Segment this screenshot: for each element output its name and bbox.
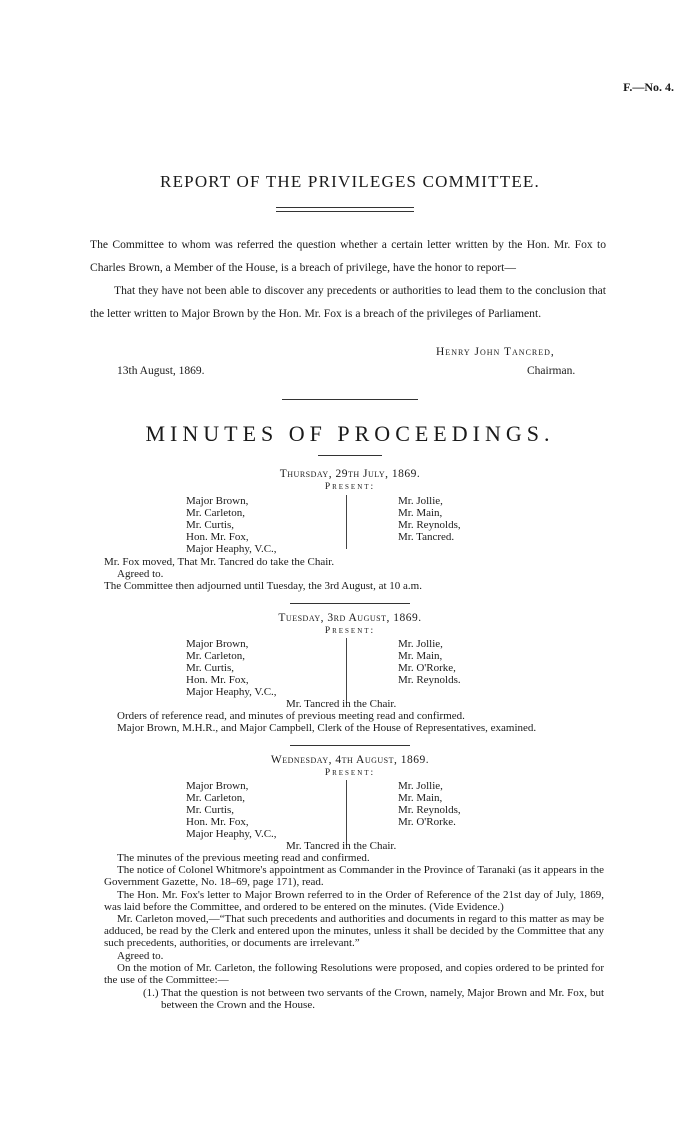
member: Hon. Mr. Fox, xyxy=(186,674,249,686)
minute-line: Orders of reference read, and minutes of previous meeting read and confirmed. xyxy=(117,710,465,722)
minute-paragraph: On the motion of Mr. Carleton, the following Resolutions were proposed, and copies ordered to be printed for the use of the Committee:— xyxy=(104,962,604,987)
present-label: Present: xyxy=(324,482,376,492)
signer-name: Henry John Tancred, xyxy=(436,346,555,358)
member: Major Brown, xyxy=(186,780,249,792)
meeting-date: Thursday, 29th July, 1869. xyxy=(279,468,421,480)
report-paragraph: That they have not been able to discover any precedents or authorities to lead them to the conclusion that the letter written to Major Brown by the Hon. Mr. Fox is a breach of the privileges of Parliament. xyxy=(90,284,606,320)
members-right xyxy=(398,495,461,543)
minute-paragraph: The Hon. Mr. Fox's letter to Major Brown referred to in the Order of Reference of the 21st day of July, 1869, was laid before the Committee, and ordered to be entered on the minutes. (Vide Evidence.) xyxy=(104,889,604,914)
section-divider xyxy=(318,455,382,456)
members-right xyxy=(398,638,461,686)
meeting-date: Tuesday, 3rd August, 1869. xyxy=(278,612,422,624)
report-title: REPORT OF THE PRIVILEGES COMMITTEE. xyxy=(160,172,540,191)
report-paragraph: The Committee to whom was referred the question whether a certain letter written by the Hon. Mr. Fox to Charles Brown, a Member of the House, is a breach of privilege, have the honor to report— xyxy=(90,238,606,274)
minute-paragraph: The notice of Colonel Whitmore's appointment as Commander in the Province of Taranaki (as it appears in the Government Gazette, No. 18–69, page 171), read. xyxy=(104,864,604,889)
report-date: 13th August, 1869. xyxy=(117,365,205,377)
title-divider xyxy=(276,211,414,212)
meeting-date: Wednesday, 4th August, 1869. xyxy=(270,754,430,766)
member: Major Brown, xyxy=(186,495,249,507)
member: Mr. Reynolds. xyxy=(398,674,461,686)
chair-line: Mr. Tancred in the Chair. xyxy=(286,840,397,852)
members-left xyxy=(186,495,277,555)
members-left xyxy=(186,780,277,840)
members-right xyxy=(398,780,461,828)
member: Mr. Jollie, xyxy=(398,495,443,507)
member: Mr. Tancred. xyxy=(398,531,455,543)
member: Hon. Mr. Fox, xyxy=(186,531,249,543)
minute-line: Agreed to. xyxy=(117,568,164,580)
present-label: Present: xyxy=(324,768,376,778)
minute-line: The Committee then adjourned until Tuesday, the 3rd August, at 10 a.m. xyxy=(104,580,422,592)
member: Mr. Jollie, xyxy=(398,638,443,650)
member: Mr. Carleton, xyxy=(186,507,245,519)
member: Mr. Curtis, xyxy=(186,804,234,816)
member: Mr. Main, xyxy=(398,650,443,662)
minute-paragraph: Mr. Carleton moved,—“That such precedents and authorities and documents in regard to this matter as may be adduced, be read by the Clerk and entered upon the minutes, unless it shall be decided by the Committee that any such precedents, authorities, or documents are irrelevant.” xyxy=(104,913,604,950)
member: Mr. Reynolds, xyxy=(398,519,461,531)
column-divider xyxy=(346,638,347,704)
member: Major Heaphy, V.C., xyxy=(186,828,277,840)
section-divider xyxy=(290,745,410,746)
resolution-item: (1.) That the question is not between two servants of the Crown, namely, Major Brown and Mr. Fox, but between the Crown and the House. xyxy=(143,987,604,1012)
minute-line: Mr. Fox moved, That Mr. Tancred do take the Chair. xyxy=(104,556,335,568)
member: Mr. Reynolds, xyxy=(398,804,461,816)
title-divider xyxy=(276,207,414,208)
member: Mr. Jollie, xyxy=(398,780,443,792)
member: Mr. Carleton, xyxy=(186,792,245,804)
minute-line: Major Brown, M.H.R., and Major Campbell, Clerk of the House of Representatives, examined. xyxy=(117,722,537,734)
page-reference: F.—No. 4. xyxy=(623,80,674,94)
minute-line: The minutes of the previous meeting read and confirmed. xyxy=(117,852,370,864)
member: Major Heaphy, V.C., xyxy=(186,686,277,698)
minute-line: Agreed to. xyxy=(117,950,164,962)
column-divider xyxy=(346,780,347,846)
member: Mr. Main, xyxy=(398,792,443,804)
member: Hon. Mr. Fox, xyxy=(186,816,249,828)
minutes-title: MINUTES OF PROCEEDINGS. xyxy=(145,421,555,446)
section-divider xyxy=(282,399,418,400)
member: Mr. Curtis, xyxy=(186,519,234,531)
member: Major Heaphy, V.C., xyxy=(186,543,277,555)
members-left xyxy=(186,638,277,698)
member: Mr. O'Rorke, xyxy=(398,662,456,674)
member: Mr. Carleton, xyxy=(186,650,245,662)
section-divider xyxy=(290,603,410,604)
member: Mr. Main, xyxy=(398,507,443,519)
member: Major Brown, xyxy=(186,638,249,650)
member: Mr. Curtis, xyxy=(186,662,234,674)
column-divider xyxy=(346,495,347,549)
chair-line: Mr. Tancred in the Chair. xyxy=(286,698,397,710)
member: Mr. O'Rorke. xyxy=(398,816,456,828)
signer-role: Chairman. xyxy=(527,365,576,377)
present-label: Present: xyxy=(324,626,376,636)
